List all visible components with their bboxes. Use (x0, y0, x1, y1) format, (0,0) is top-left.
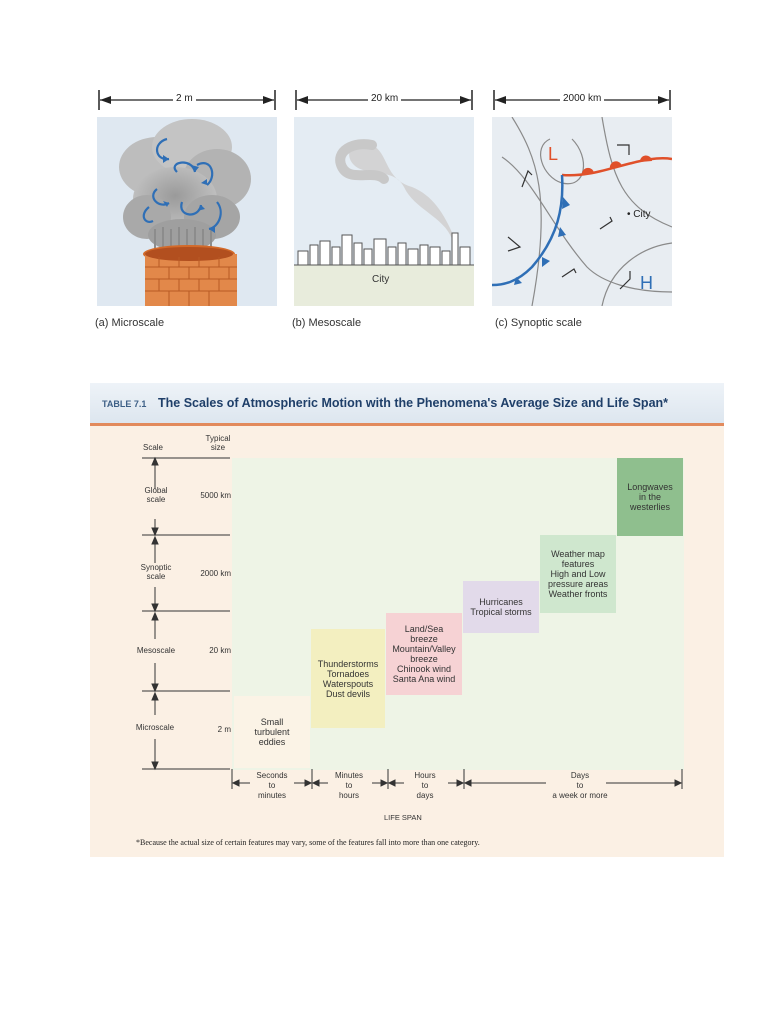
panel-microscale (97, 117, 277, 306)
high-pressure-label: H (640, 273, 653, 293)
size-label-mesoscale: 20 km (209, 646, 231, 655)
phenomenon-line: pressure areas (547, 579, 609, 589)
life-span-axis-label: LIFE SPAN (384, 813, 422, 822)
phenomenon-line: Weather fronts (548, 589, 608, 599)
phenomenon-box-eddies (234, 696, 310, 768)
caption-synoptic: (c) Synoptic scale (495, 317, 582, 329)
phenomenon-label (548, 549, 608, 599)
phenomenon-label (318, 659, 379, 699)
phenomenon-label (470, 597, 531, 617)
size-label-synoptic: 2000 km (200, 569, 231, 578)
size-header: Typical size (205, 434, 231, 452)
life-span-days (540, 771, 620, 801)
life-span-line: minutes (257, 791, 286, 800)
phenomenon-box-longwaves (617, 458, 683, 536)
dimension-bar-mesoscale (294, 90, 474, 110)
phenomenon-box-local-winds (386, 613, 462, 695)
phenomenon-line: eddies (258, 737, 286, 747)
phenomenon-line: westerlies (629, 502, 670, 512)
phenomenon-line: Longwaves (627, 482, 673, 492)
dimension-bar-microscale (97, 90, 277, 110)
phenomenon-label (627, 482, 673, 512)
table-header (90, 383, 724, 423)
caption-mesoscale: (b) Mesoscale (292, 317, 362, 329)
phenomenon-line: Small (260, 717, 284, 727)
city-skyline-illustration (294, 117, 474, 306)
table-footnote: *Because the actual size of certain features may vary, some of the features fall into more than one category. (136, 838, 480, 847)
life-span-line: to (268, 781, 276, 790)
size-label-microscale: 2 m (217, 725, 231, 734)
scale-label-synoptic: Synoptic scale (140, 563, 172, 581)
phenomenon-line: breeze (410, 654, 438, 664)
phenomenon-box-weather-map (540, 535, 616, 613)
scale-header: Scale (142, 443, 163, 452)
caption-microscale: (a) Microscale (95, 317, 165, 329)
phenomenon-line: Land/Sea (404, 624, 444, 634)
table-7-1 (90, 383, 724, 857)
phenomenon-line: turbulent (254, 727, 290, 737)
life-span-line: to (345, 781, 353, 790)
life-span-line: hours (338, 791, 359, 800)
weather-map-illustration (492, 117, 672, 306)
phenomenon-line: breeze (410, 634, 438, 644)
life-span-line: days (416, 791, 434, 800)
life-span-line: a week or more (552, 791, 608, 800)
life-span-line: to (576, 781, 584, 790)
phenomenon-line: features (561, 559, 595, 569)
life-span-line: Hours (414, 771, 436, 780)
dimension-label: 2 m (173, 93, 196, 104)
phenomenon-line: Hurricanes (479, 597, 523, 607)
phenomenon-line: Thunderstorms (317, 658, 379, 669)
life-span-line: Days (570, 771, 590, 780)
phenomenon-line: in the (638, 492, 661, 502)
phenomenon-line: Waterspouts (322, 678, 374, 689)
city-label: • City (627, 209, 651, 220)
dimension-bar-synoptic (492, 90, 672, 110)
phenomenon-line: High and Low (550, 569, 606, 579)
dimension-label: 20 km (368, 93, 401, 104)
life-span-hours (394, 771, 456, 801)
phenomenon-line: Tornadoes (326, 668, 370, 679)
phenomenon-label (254, 717, 289, 747)
phenomenon-line: Santa Ana wind (392, 674, 456, 684)
phenomenon-label (392, 624, 455, 684)
size-label-global: 5000 km (200, 491, 231, 500)
chimney-smoke-illustration (97, 117, 277, 306)
table-id: TABLE 7.1 (102, 399, 147, 409)
phenomenon-line: Mountain/Valley (392, 644, 456, 654)
phenomenon-box-hurricanes (463, 581, 539, 633)
scale-label-mesoscale: Mesoscale (136, 646, 176, 655)
phenomenon-box-thunderstorms (311, 629, 385, 728)
scale-label-global: Global scale (144, 486, 168, 504)
phenomenon-line: Weather map (551, 549, 605, 559)
scale-label-microscale: Microscale (135, 723, 175, 732)
header-rule (90, 423, 724, 426)
phenomenon-line: Chinook wind (396, 664, 452, 674)
life-span-seconds (240, 771, 304, 801)
dimension-label: 2000 km (560, 93, 604, 104)
life-span-line: Seconds (256, 771, 288, 780)
life-span-line: to (421, 781, 429, 790)
city-label: City (372, 274, 390, 285)
table-title: The Scales of Atmospheric Motion with the Phenomena's Average Size and Life Span* (158, 396, 669, 410)
phenomenon-line: Dust devils (325, 688, 370, 699)
phenomenon-line: Tropical storms (470, 607, 532, 617)
life-span-line: Minutes (334, 771, 363, 780)
life-span-minutes (318, 771, 380, 801)
panel-mesoscale (294, 117, 474, 306)
low-pressure-label: L (548, 144, 559, 164)
panel-synoptic (492, 117, 672, 306)
